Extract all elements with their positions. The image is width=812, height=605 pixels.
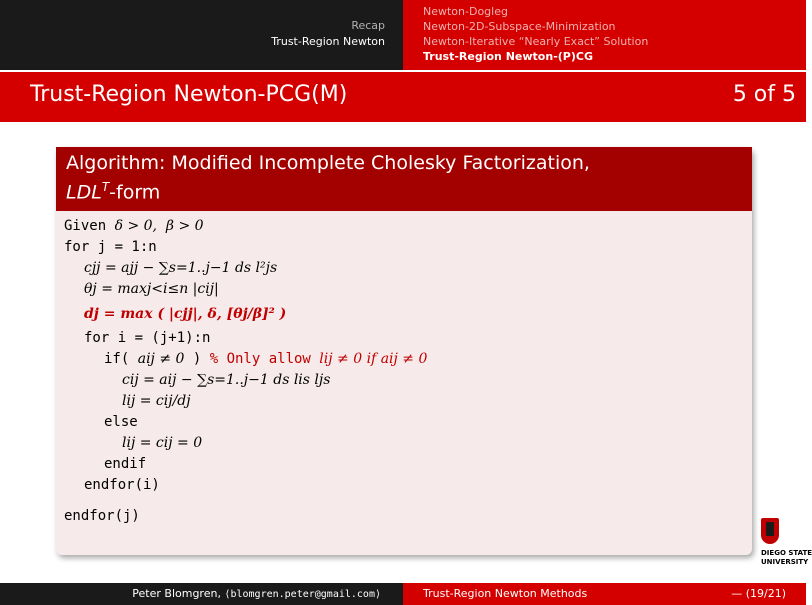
line-lij-zero: lij = cij = 0: [122, 435, 203, 451]
line-for-i: for i = (j+1):n: [84, 330, 211, 346]
nav-section-trust-region-newton[interactable]: Trust-Region Newton: [271, 35, 385, 48]
comment-text: % Only allow: [209, 351, 320, 367]
if-close: ): [184, 351, 210, 367]
subtitle-ldl: LDL: [66, 181, 102, 204]
line-cij: cij = aij − ∑s=1..j−1 ds lis ljs: [122, 372, 331, 388]
algorithm-subtitle: [66, 175, 742, 204]
nav-section-recap[interactable]: Recap: [351, 19, 385, 32]
line-dj: dj = max ( |cjj|, δ, [θj/β]² ): [84, 306, 287, 322]
line-if: [64, 349, 752, 370]
spacer: [64, 496, 752, 506]
footer-title-panel: [403, 583, 806, 605]
nav-subsection-newton-dogleg[interactable]: Newton-Dogleg: [423, 5, 508, 18]
line-endfor-i: endfor(i): [84, 477, 160, 493]
algorithm-title: Algorithm: Modified Incomplete Cholesky Factorization,: [66, 152, 590, 174]
algorithm-block-header: [56, 147, 752, 211]
section-nav: [271, 18, 385, 50]
line-else: else: [104, 414, 138, 430]
line-theta: θj = maxj<i≤n |cij|: [84, 281, 219, 297]
university-logo: [757, 518, 812, 568]
author-email: ⟨blomgren.peter@gmail.com⟩: [224, 589, 381, 600]
logo-line-2: UNIVERSITY: [761, 558, 809, 566]
subsection-nav: [423, 4, 648, 64]
footer-short-title: Trust-Region Newton Methods: [423, 587, 588, 600]
keyword-if: if(: [104, 351, 138, 367]
line-given: [64, 216, 752, 237]
frame-title-bar: [0, 72, 806, 122]
subtitle-transpose: T: [101, 180, 110, 194]
line-for-j: for j = 1:n: [64, 239, 157, 255]
line-endif: endif: [104, 456, 147, 472]
line-endfor-j: endfor(j): [64, 508, 140, 524]
algorithm-body: [56, 211, 752, 527]
algorithm-block: [56, 147, 752, 555]
given-params: δ > 0, β > 0: [114, 218, 204, 234]
if-condition: aij ≠ 0: [137, 351, 185, 367]
frame-title: Trust-Region Newton-PCG(M): [30, 82, 348, 107]
crest-icon: [761, 518, 779, 544]
nav-subsection-2d-subspace[interactable]: Newton-2D-Subspace-Minimization: [423, 20, 616, 33]
line-cjj: cjj = ajj − ∑s=1..j−1 ds l²js: [84, 260, 278, 276]
keyword-given: Given: [64, 218, 115, 234]
header-sections-panel: [0, 0, 403, 70]
nav-subsection-iterative[interactable]: Newton-Iterative “Nearly Exact” Solution: [423, 35, 649, 48]
header-subsections-panel: [403, 0, 806, 70]
footer-author: [132, 587, 381, 600]
footer-slide-count: — (19/21): [731, 587, 786, 600]
author-name: Peter Blomgren,: [132, 587, 221, 600]
comment-math: lij ≠ 0 if aij ≠ 0: [319, 351, 428, 367]
footer-author-panel: [0, 583, 403, 605]
line-lij: lij = cij/dj: [122, 393, 191, 409]
nav-subsection-pcg-active[interactable]: Trust-Region Newton-(P)CG: [423, 50, 593, 63]
logo-line-1: DIEGO STATE: [761, 549, 812, 557]
subtitle-form: -form: [109, 181, 161, 204]
frame-page-counter: 5 of 5: [732, 82, 796, 107]
